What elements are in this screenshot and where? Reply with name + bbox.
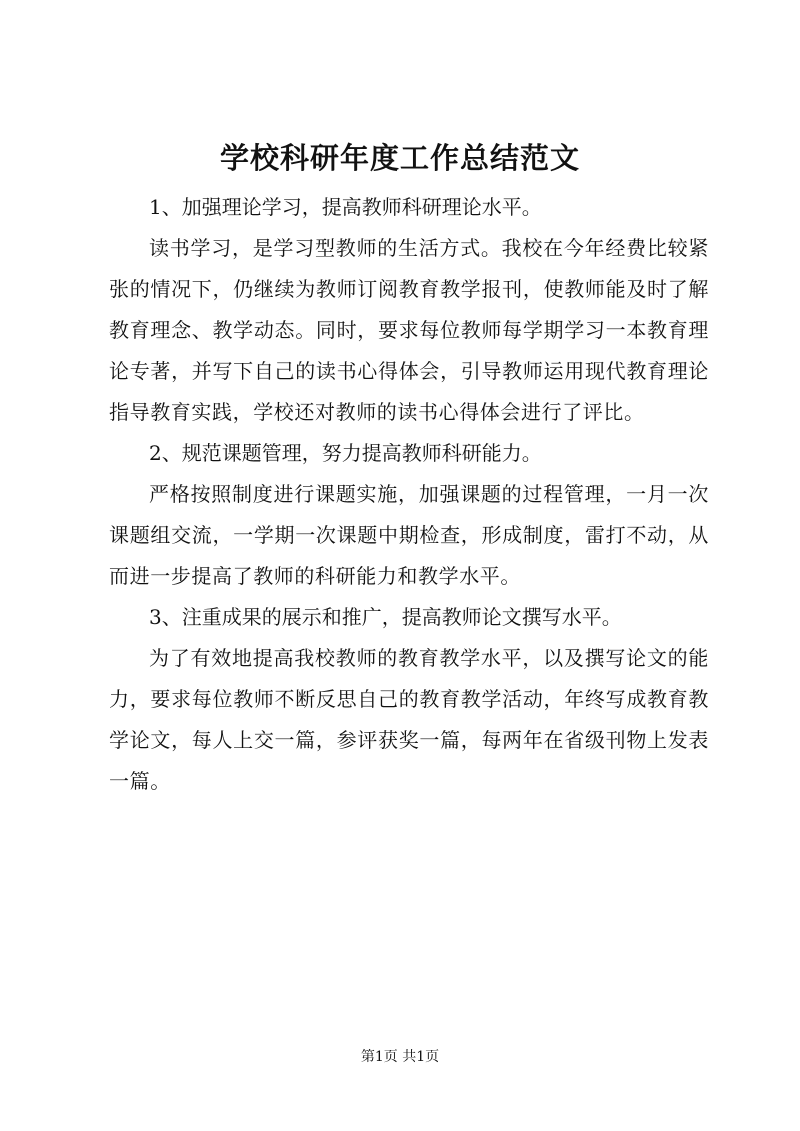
section-body-3: 为了有效地提高我校教师的教育教学水平，以及撰写论文的能力，要求每位教师不断反思自己的教育教学活动，年终写成教育教学论文，每人上交一篇，参评获奖一篇，每两年在省级刊物上发表一篇。: [109, 646, 709, 793]
document-body: [109, 187, 709, 802]
section-heading-2: 2、规范课题管理，努力提高教师科研能力。: [149, 441, 542, 465]
document-title: 学校科研年度工作总结范文: [219, 141, 580, 175]
section-heading-1: 1、加强理论学习，提高教师科研理论水平。: [149, 195, 542, 219]
page-number-footer: 第1页 共1页: [360, 1049, 440, 1065]
section-body-2: 严格按照制度进行课题实施，加强课题的过程管理，一月一次课题组交流，一学期一次课题中期检查，形成制度，雷打不动，从而进一步提高了教师的科研能力和教学水平。: [109, 482, 709, 588]
section-body-1: 读书学习，是学习型教师的生活方式。我校在今年经费比较紧张的情况下，仍继续为教师订阅教育教学报刊，使教师能及时了解教育理念、教学动态。同时，要求每位教师每学期学习一本教育理论专著，并写下自己的读书心得体会，引导教师运用现代教育理论指导教育实践，学校还对教师的读书心得体会进行了评比。: [109, 236, 709, 424]
section-heading-3: 3、注重成果的展示和推广，提高教师论文撰写水平。: [149, 605, 622, 629]
